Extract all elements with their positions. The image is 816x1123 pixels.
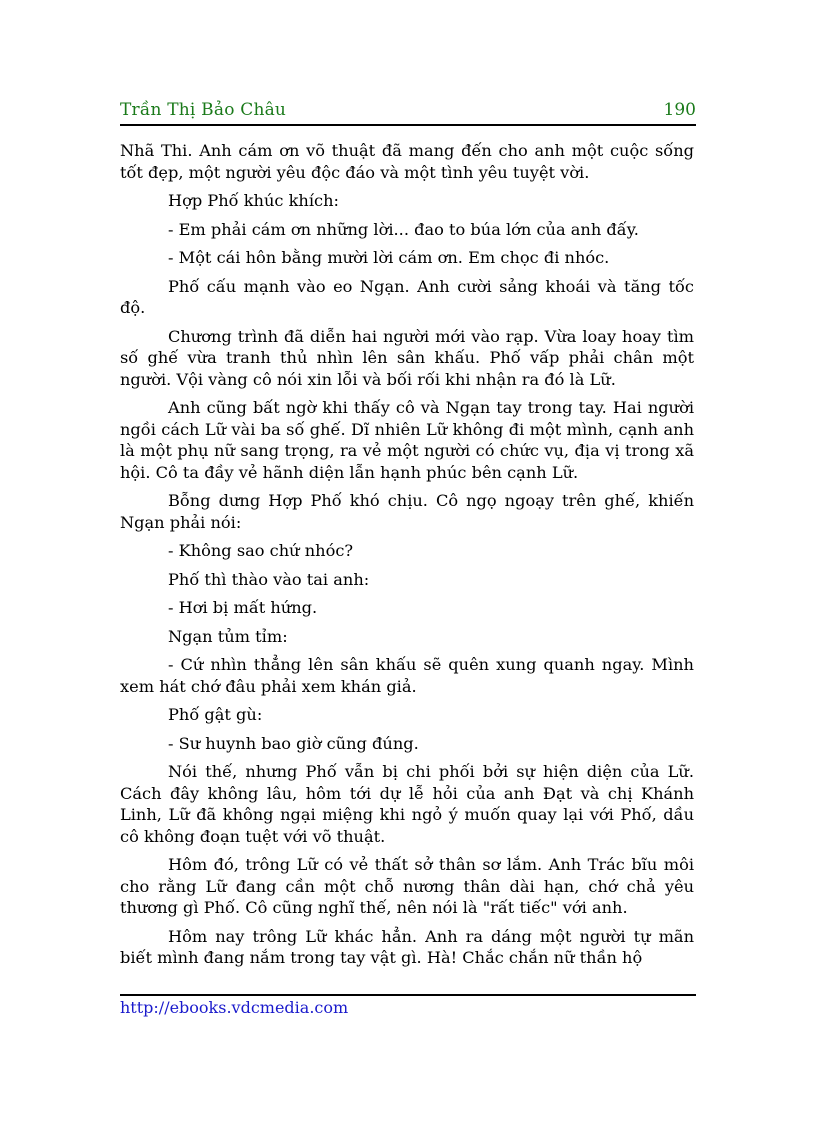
paragraph: - Sư huynh bao giờ cũng đúng. bbox=[168, 733, 419, 753]
page-footer bbox=[120, 994, 696, 1017]
paragraph: Bỗng dưng Hợp Phố khó chịu. Cô ngọ ngoạy trên ghế, khiến Ngạn phải nói: bbox=[120, 491, 694, 532]
paragraph: Anh cũng bất ngờ khi thấy cô và Ngạn tay trong tay. Hai người ngồi cách Lữ vài ba số ghế. Dĩ nhiên Lữ không đi một mình, cạnh anh là một phụ nữ sang trọng, ra vẻ một người có chức vụ, địa vị trong xã hội. Cô ta đầy vẻ hãnh diện lẫn hạnh phúc bên cạnh Lữ. bbox=[120, 398, 694, 482]
paragraph: - Một cái hôn bằng mười lời cám ơn. Em chọc đi nhóc. bbox=[168, 248, 610, 267]
paragraph: Phố thì thào vào tai anh: bbox=[168, 569, 370, 589]
author-name: Trần Thị Bảo Châu bbox=[120, 100, 287, 120]
page-header bbox=[120, 98, 696, 126]
footer-link[interactable]: http://ebooks.vdcmedia.com bbox=[120, 998, 349, 1017]
paragraph: Hợp Phố khúc khích: bbox=[168, 191, 339, 210]
paragraph: - Em phải cám ơn những lời... đao to búa lớn của anh đấy. bbox=[168, 219, 639, 239]
paragraph: - Cứ nhìn thẳng lên sân khấu sẽ quên xung quanh ngay. Mình xem hát chớ đâu phải xem khán giả. bbox=[120, 655, 694, 696]
page-body bbox=[120, 140, 694, 976]
paragraph: - Không sao chứ nhóc? bbox=[168, 541, 354, 560]
paragraph: Hôm đó, trông Lữ có vẻ thất sở thân sơ lắm. Anh Trác bĩu môi cho rằng Lữ đang cần một chỗ nương thân dài hạn, chớ chả yêu thương gì Phố. Cô cũng nghĩ thế, nên nói là "rất tiếc" với anh. bbox=[120, 855, 694, 917]
paragraph: Nói thế, nhưng Phố vẫn bị chi phối bởi sự hiện diện của Lữ. Cách đây không lâu, hôm tới dự lễ hỏi của anh Đạt và chị Khánh Linh, Lữ đã không ngại miệng khi ngỏ ý muốn quay lại với Phố, dầu cô không đoạn tuệt với võ thuật. bbox=[120, 762, 694, 846]
paragraph: Phố gật gù: bbox=[168, 705, 263, 724]
paragraph: - Hơi bị mất hứng. bbox=[168, 598, 318, 617]
paragraph: Hôm nay trông Lữ khác hẳn. Anh ra dáng một người tự mãn biết mình đang nắm trong tay vật gì. Hà! Chắc chắn nữ thần hộ bbox=[120, 926, 694, 967]
paragraph: Nhã Thi. Anh cám ơn võ thuật đã mang đến cho anh một cuộc sống tốt đẹp, một người yêu độc đáo và một tình yêu tuyệt vời. bbox=[120, 141, 694, 182]
paragraph: Ngạn tủm tỉm: bbox=[168, 626, 288, 646]
paragraph: Phố cấu mạnh vào eo Ngạn. Anh cười sảng khoái và tăng tốc độ. bbox=[120, 276, 694, 317]
paragraph: Chương trình đã diễn hai người mới vào rạp. Vừa loay hoay tìm số ghế vừa tranh thủ nhìn lên sân khấu. Phố vấp phải chân một người. Vội vàng cô nói xin lỗi và bối rối khi nhận ra đó là Lữ. bbox=[120, 326, 694, 389]
page-number: 190 bbox=[663, 100, 696, 120]
